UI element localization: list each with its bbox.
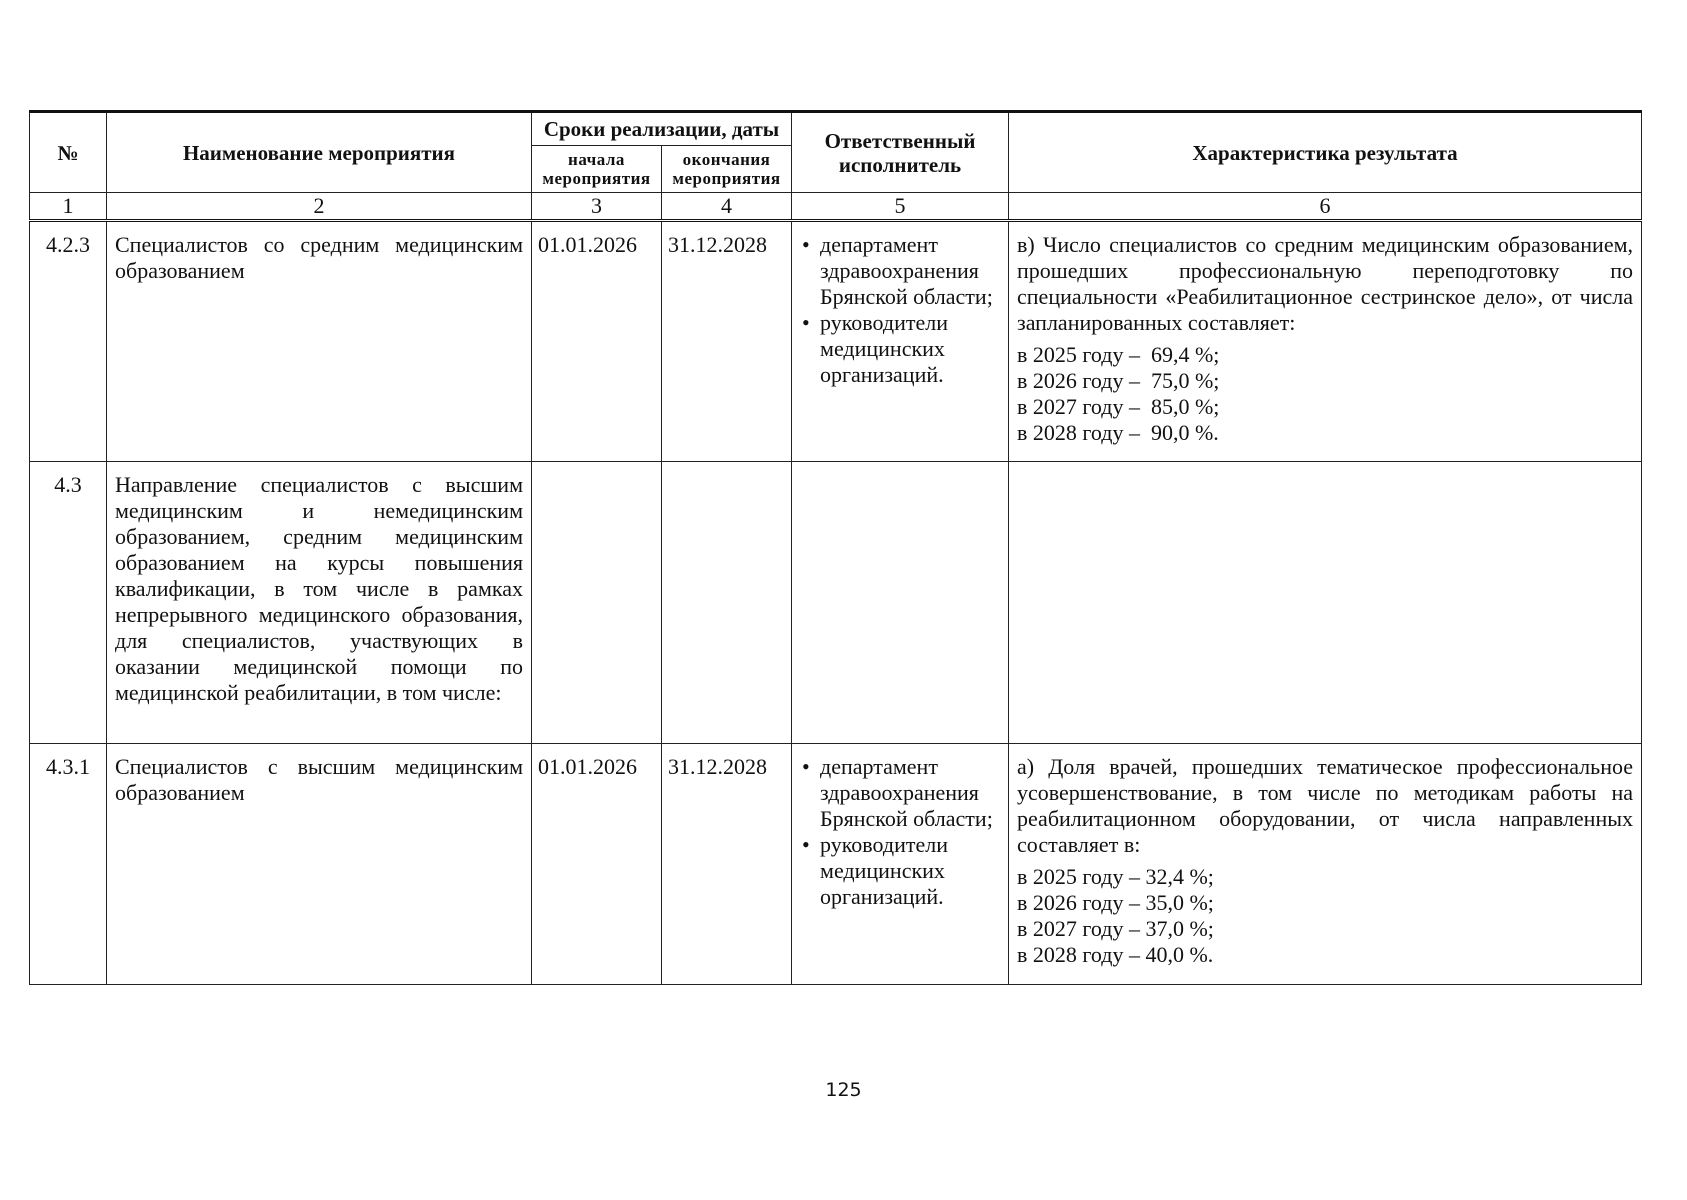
row-end-date xyxy=(662,462,792,744)
page-number: 125 xyxy=(825,1079,862,1101)
row-end-date: 31.12.2028 xyxy=(662,744,792,985)
bullet-icon: • xyxy=(802,754,810,779)
header-num: № xyxy=(30,112,107,193)
table-row xyxy=(30,744,1642,985)
column-number: 4 xyxy=(662,193,792,221)
header-start: начала мероприятия xyxy=(532,146,662,193)
row-responsible xyxy=(792,462,1009,744)
result-value: в 2027 году – 37,0 %; xyxy=(1017,916,1214,941)
result-value: в 2026 году – 35,0 %; xyxy=(1017,890,1214,915)
bullet-icon: • xyxy=(802,232,810,257)
row-num: 4.3.1 xyxy=(30,744,107,985)
row-responsible xyxy=(792,744,1009,985)
row-start-date xyxy=(532,462,662,744)
measures-table xyxy=(29,110,1642,985)
row-responsible xyxy=(792,221,1009,462)
result-values xyxy=(1017,342,1633,446)
responsible-text: руководители медицинских организаций. xyxy=(820,832,948,909)
table-row xyxy=(30,462,1642,744)
result-text: в) Число специалистов со средним медицинским образованием, прошедших профессиональную переподготовку по специальности «Реабилитационное сестринское дело», от числа запланированных составляет: xyxy=(1017,232,1634,335)
column-number: 5 xyxy=(792,193,1009,221)
result-value: в 2025 году – 32,4 %; xyxy=(1017,864,1214,889)
row-name: Специалистов со средним медицинским образованием xyxy=(107,221,532,462)
row-num: 4.2.3 xyxy=(30,221,107,462)
responsible-item xyxy=(800,310,1000,388)
result-values xyxy=(1017,864,1633,968)
result-value: в 2028 году – 90,0 %. xyxy=(1017,420,1219,445)
row-result xyxy=(1009,744,1642,985)
column-number: 3 xyxy=(532,193,662,221)
responsible-item xyxy=(800,232,1000,310)
column-numbers-row xyxy=(30,193,1642,221)
row-end-date: 31.12.2028 xyxy=(662,221,792,462)
responsible-text: департамент здравоохранения Брянской области; xyxy=(820,232,993,309)
header-responsible: Ответственный исполнитель xyxy=(792,112,1009,193)
header-name: Наименование мероприятия xyxy=(107,112,532,193)
row-name: Специалистов с высшим медицинским образованием xyxy=(107,744,532,985)
table-row xyxy=(30,221,1642,462)
responsible-item xyxy=(800,754,1000,832)
column-number: 1 xyxy=(30,193,107,221)
row-result xyxy=(1009,221,1642,462)
header-period: Сроки реализации, даты xyxy=(532,112,792,146)
responsible-text: руководители медицинских организаций. xyxy=(820,310,948,387)
row-num: 4.3 xyxy=(30,462,107,744)
header-end: окончания мероприятия xyxy=(662,146,792,193)
bullet-icon: • xyxy=(802,310,810,335)
responsible-item xyxy=(800,832,1000,910)
result-value: в 2027 году – 85,0 %; xyxy=(1017,394,1220,419)
column-number: 6 xyxy=(1009,193,1642,221)
row-result xyxy=(1009,462,1642,744)
result-value: в 2025 году – 69,4 %; xyxy=(1017,342,1220,367)
result-text: а) Доля врачей, прошедших тематическое профессиональное усовершенствование, в том числе по методикам работы на реабилитационном оборудовании, от числа направленных составляет в: xyxy=(1017,754,1634,857)
row-start-date: 01.01.2026 xyxy=(532,744,662,985)
result-value: в 2028 году – 40,0 %. xyxy=(1017,942,1214,967)
result-value: в 2026 году – 75,0 %; xyxy=(1017,368,1220,393)
row-start-date: 01.01.2026 xyxy=(532,221,662,462)
header-result: Характеристика результата xyxy=(1009,112,1642,193)
bullet-icon: • xyxy=(802,832,810,857)
responsible-text: департамент здравоохранения Брянской области; xyxy=(820,754,993,831)
row-name: Направление специалистов с высшим медицинским и немедицинским образованием, средним медицинским образованием на курсы повышения квалификации, в том числе в рамках непрерывного медицинского образования, для специалистов, участвующих в оказании медицинской помощи по медицинской реабилитации, в том числе: xyxy=(107,462,532,744)
column-number: 2 xyxy=(107,193,532,221)
